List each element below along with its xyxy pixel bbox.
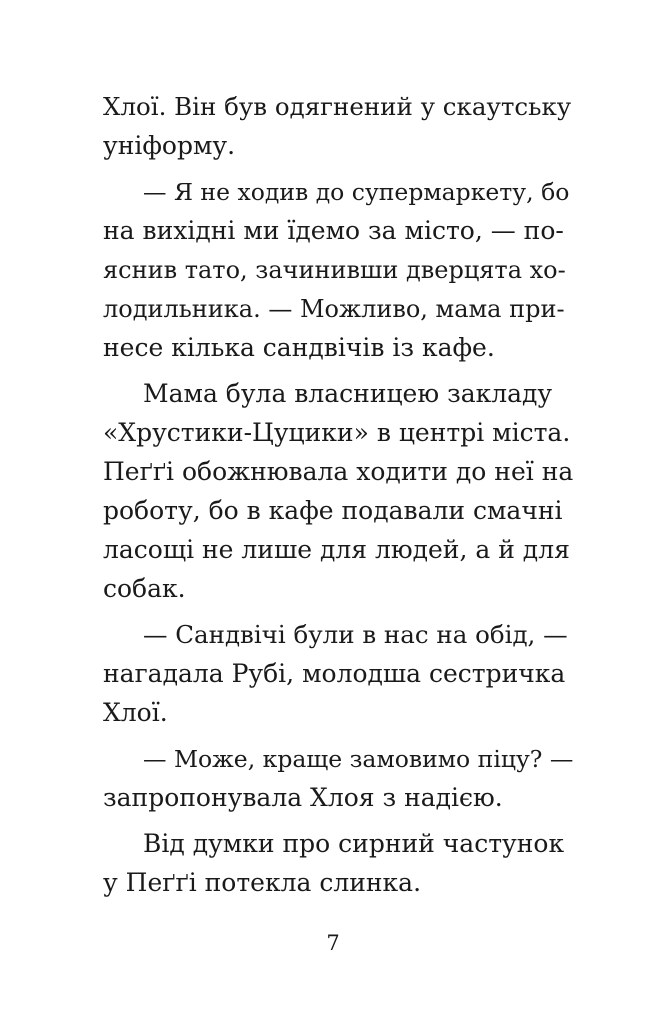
text-line: Від думки про сирний частунок (143, 829, 565, 858)
text-line: «Хрустики-Цуцики» в центрі міста. (103, 418, 571, 447)
text-line: Хлої. Він був одягнений у скаутську (103, 92, 572, 121)
text-line: нагадала Рубі, молодша сестричка (103, 659, 566, 688)
text-line: роботу, бо в кафе подавали смачні (103, 496, 563, 525)
text-line: уніформу. (103, 131, 236, 160)
text-line: Хлої. (103, 698, 168, 727)
text-line: запропонувала Хлоя з надією. (103, 783, 503, 812)
text-line: — Я не ходив до супермаркету, бо (143, 178, 570, 206)
text-line: Пеґґі обожнювала ходити до неї на (103, 457, 574, 486)
text-line: на вихідні ми їдемо за місто, — по- (103, 216, 564, 245)
text-line: Мама була власницею закладу (143, 379, 553, 408)
text-line: яснив тато, зачинивши дверцята хо- (103, 256, 566, 284)
text-line: несе кілька сандвічів із кафе. (103, 333, 495, 362)
text-line: — Може, краще замовимо піцу? — (143, 745, 574, 773)
text-line: у Пеґґі потекла слинка. (103, 868, 422, 897)
text-line: — Сандвічі були в нас на обід, — (143, 620, 568, 649)
text-line: лодильника. — Можливо, мама при- (103, 295, 565, 323)
text-line: собак. (103, 574, 186, 603)
page-number: 7 (326, 931, 340, 955)
text-line: ласощі не лише для людей, а й для (103, 535, 570, 564)
